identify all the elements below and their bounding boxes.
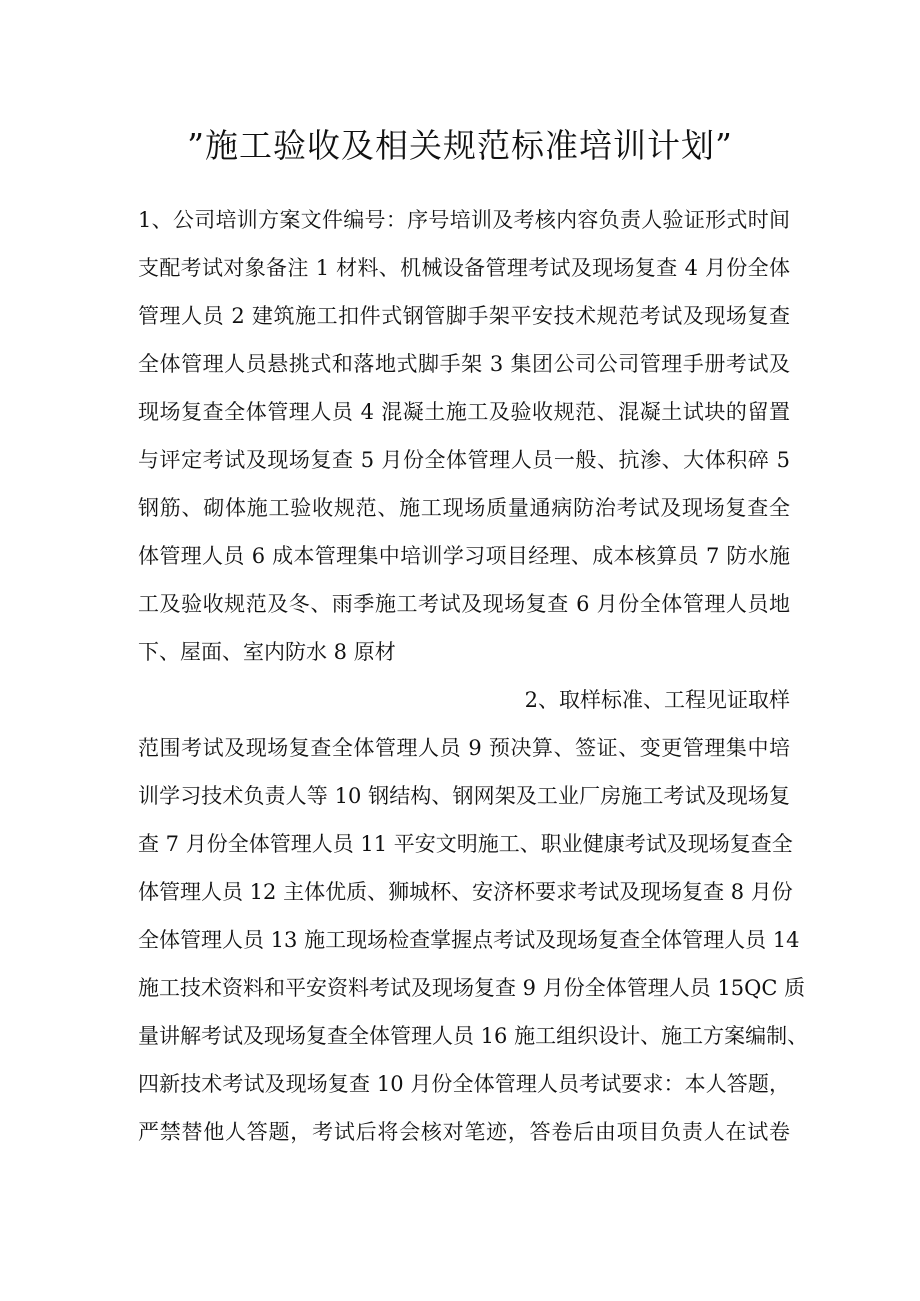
body-line-15: 体管理人员 12 主体优质、狮城杯、安济杯要求考试及现场复查 8 月份: [138, 880, 793, 904]
body-line-6: 与评定考试及现场复查 5 月份全体管理人员一般、抗渗、大体积碎 5: [138, 448, 790, 472]
body-line-16: 全体管理人员 13 施工现场检查掌握点考试及现场复查全体管理人员 14: [138, 928, 800, 952]
body-line-9: 工及验收规范及冬、雨季施工考试及现场复查 6 月份全体管理人员地: [138, 592, 790, 616]
body-line-14: 查 7 月份全体管理人员 11 平安文明施工、职业健康考试及现场复查全: [138, 832, 793, 856]
body-line-10: 下、屋面、室内防水 8 原材: [138, 640, 396, 664]
body-line-3: 管理人员 2 建筑施工扣件式钢管脚手架平安技术规范考试及现场复查: [138, 304, 790, 328]
body-line-11: 2、取样标准、工程见证取样: [524, 688, 790, 712]
body-line-20: 严禁替他人答题，考试后将会核对笔迹，答卷后由项目负责人在试卷: [138, 1120, 790, 1144]
body-line-4: 全体管理人员悬挑式和落地式脚手架 3 集团公司公司管理手册考试及: [138, 352, 790, 376]
body-line-8: 体管理人员 6 成本管理集中培训学习项目经理、成本核算员 7 防水施: [138, 544, 790, 568]
body-line-1: 1、公司培训方案文件编号：序号培训及考核内容负责人验证形式时间: [138, 208, 790, 232]
body-line-5: 现场复查全体管理人员 4 混凝土施工及验收规范、混凝土试块的留置: [138, 400, 790, 424]
body-line-12: 范围考试及现场复查全体管理人员 9 预决算、签证、变更管理集中培: [138, 736, 790, 760]
document-title: ”施工验收及相关规范标准培训计划”: [187, 126, 733, 165]
body-line-18: 量讲解考试及现场复查全体管理人员 16 施工组织设计、施工方案编制、: [138, 1024, 809, 1048]
body-line-2: 支配考试对象备注 1 材料、机械设备管理考试及现场复查 4 月份全体: [138, 256, 790, 280]
body-line-13: 训学习技术负责人等 10 钢结构、钢网架及工业厂房施工考试及现场复: [138, 784, 790, 808]
document-body: [138, 196, 809, 1156]
body-line-7: 钢筋、砌体施工验收规范、施工现场质量通病防治考试及现场复查全: [138, 496, 790, 520]
body-line-19: 四新技术考试及现场复查 10 月份全体管理人员考试要求：本人答题，: [138, 1072, 790, 1096]
body-line-17: 施工技术资料和平安资料考试及现场复查 9 月份全体管理人员 15QC 质: [138, 976, 806, 1000]
